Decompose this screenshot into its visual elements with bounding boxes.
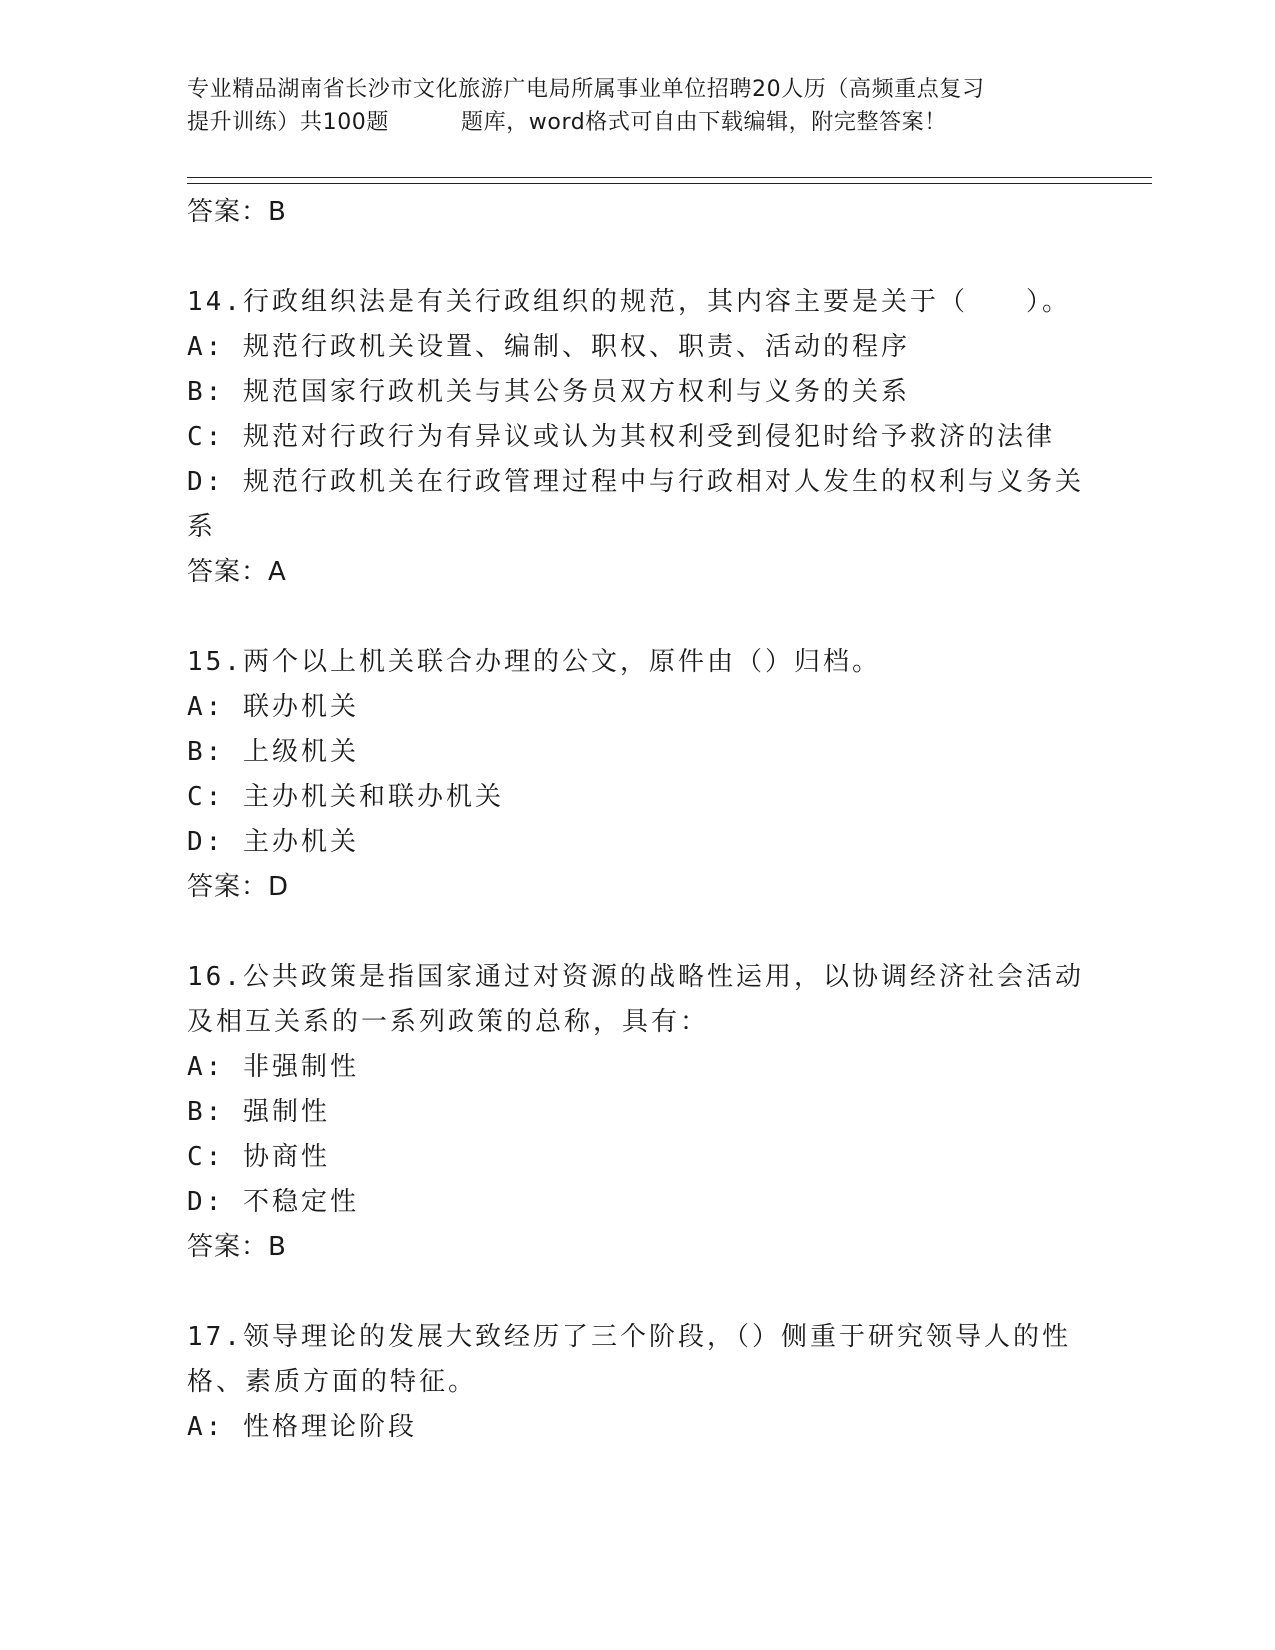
question-stem: 15.两个以上机关联合办理的公文，原件由（）归档。 xyxy=(187,647,881,677)
option-c: C: 协商性 xyxy=(187,1142,330,1172)
option-d: D: 主办机关 xyxy=(187,827,359,857)
option-a: A: 联办机关 xyxy=(187,692,359,722)
header-line-2-right: 题库，word格式可自由下载编辑，附完整答案！ xyxy=(461,110,947,135)
question-stem: 16.公共政策是指国家通过对资源的战略性运用，以协调经济社会活动及相互关系的一系列政策的总称，具有： xyxy=(187,962,1084,1037)
header-line-2-left: 提升训练）共100题 xyxy=(187,110,389,135)
question-block xyxy=(187,955,1087,1269)
option-c: C: 主办机关和联办机关 xyxy=(187,782,504,812)
question-stem: 17.领导理论的发展大致经历了三个阶段，（）侧重于研究领导人的性格、素质方面的特征。 xyxy=(187,1322,1071,1397)
option-b: B: 规范国家行政机关与其公务员双方权利与义务的关系 xyxy=(187,377,910,407)
header-line-2 xyxy=(187,106,1087,139)
question-block xyxy=(187,640,1087,909)
option-a: A: 规范行政机关设置、编制、职权、职责、活动的程序 xyxy=(187,332,910,362)
option-b: B: 上级机关 xyxy=(187,737,359,767)
option-d: D: 不稳定性 xyxy=(187,1187,359,1217)
question-block xyxy=(187,280,1087,594)
option-a: A: 性格理论阶段 xyxy=(187,1412,417,1442)
header-line-1: 专业精品湖南省长沙市文化旅游广电局所属事业单位招聘20人历（高频重点复习 xyxy=(187,77,985,102)
question-block xyxy=(187,1315,1087,1450)
question-list xyxy=(187,190,1087,1450)
page-header xyxy=(187,73,1087,139)
answer-line: 答案：A xyxy=(187,557,287,587)
header-rule-top xyxy=(187,177,1152,178)
header-rule-bottom xyxy=(187,183,1152,184)
question-stem: 14.行政组织法是有关行政组织的规范，其内容主要是关于（ ）。 xyxy=(187,287,1071,317)
option-d: D: 规范行政机关在行政管理过程中与行政相对人发生的权利与义务关系 xyxy=(187,467,1084,542)
answer-line: 答案：B xyxy=(187,1232,287,1262)
answer-line: 答案：D xyxy=(187,872,290,902)
option-a: A: 非强制性 xyxy=(187,1052,359,1082)
option-c: C: 规范对行政行为有异议或认为其权利受到侵犯时给予救济的法律 xyxy=(187,422,1055,452)
option-b: B: 强制性 xyxy=(187,1097,330,1127)
answer-line: 答案：B xyxy=(187,197,287,227)
